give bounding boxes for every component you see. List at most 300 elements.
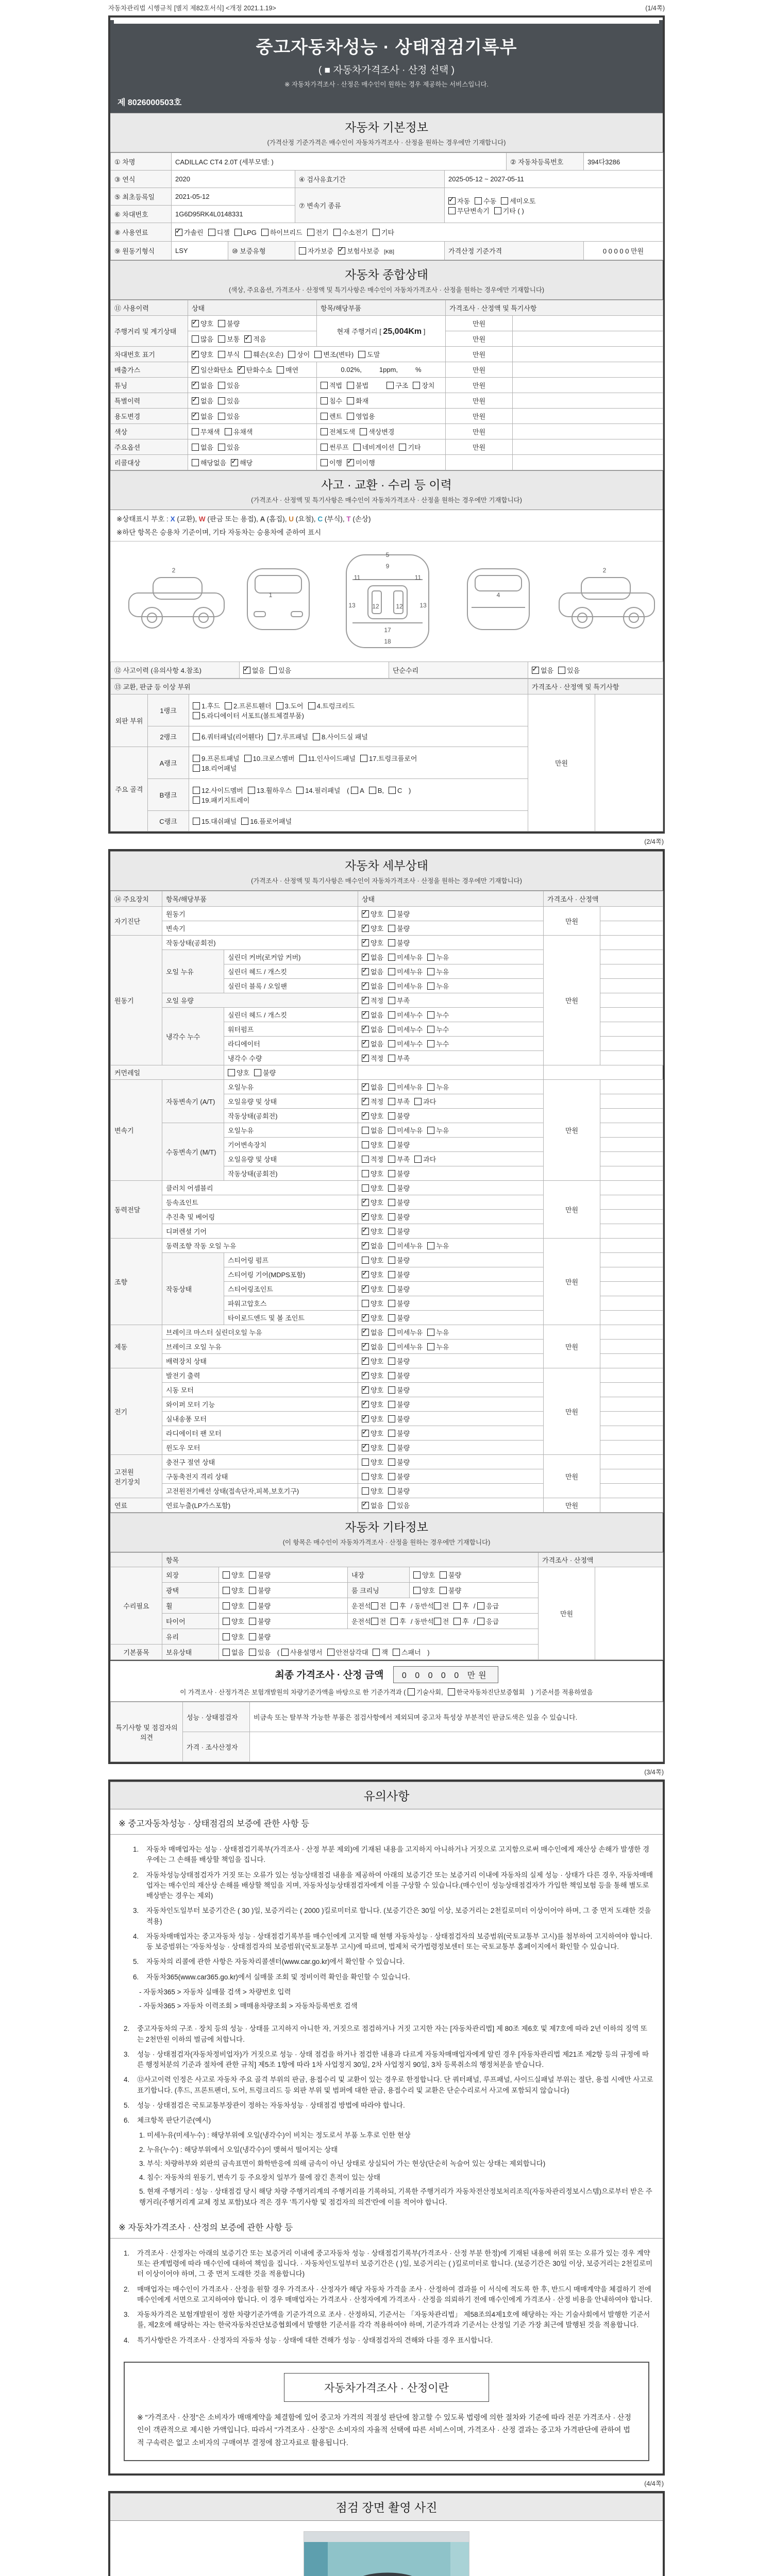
checkbox-훼손(오손)[interactable] [244, 349, 283, 359]
checkbox-box[interactable] [371, 1602, 378, 1609]
checkbox-불량[interactable] [440, 1585, 461, 1595]
checkbox-box[interactable] [254, 1069, 261, 1076]
checkbox-box[interactable] [223, 1649, 230, 1656]
checkbox-불량[interactable] [388, 1457, 410, 1467]
checkbox-box[interactable] [175, 229, 182, 236]
checkbox-box[interactable] [369, 787, 376, 794]
checkbox-양호[interactable] [362, 1298, 383, 1308]
checkbox-과다[interactable] [414, 1096, 436, 1106]
checkbox-box[interactable] [388, 1213, 395, 1221]
checkbox-탄화수소[interactable] [238, 365, 272, 375]
checkbox-적정[interactable] [362, 1154, 383, 1164]
checkbox-box[interactable] [391, 1602, 398, 1609]
checkbox-box[interactable] [277, 366, 284, 374]
checkbox-구조[interactable] [386, 380, 408, 390]
checkbox-무단변속기[interactable] [448, 206, 490, 215]
checkbox-가솔린[interactable] [175, 227, 204, 237]
checkbox-세미오토[interactable] [501, 196, 535, 206]
checkbox-box[interactable] [362, 1055, 369, 1062]
checkbox-양호[interactable] [362, 1486, 383, 1496]
checkbox-box[interactable] [388, 910, 395, 918]
checkbox-색상변경[interactable] [360, 427, 394, 436]
checkbox-box[interactable] [192, 335, 199, 343]
checkbox-box[interactable] [413, 382, 420, 389]
checkbox-box[interactable] [223, 1587, 230, 1594]
checkbox-box[interactable] [192, 397, 199, 404]
checkbox-box[interactable] [388, 1242, 395, 1249]
checkbox-box[interactable] [408, 1688, 415, 1696]
checkbox-box[interactable] [193, 733, 200, 740]
checkbox-불량[interactable] [388, 909, 410, 919]
checkbox-있음[interactable] [558, 665, 580, 675]
checkbox-box[interactable] [388, 1055, 395, 1062]
checkbox-box[interactable] [389, 787, 396, 794]
checkbox-없음[interactable] [192, 396, 213, 405]
checkbox-양호[interactable] [362, 1197, 383, 1207]
checkbox-B,[interactable] [369, 787, 384, 794]
checkbox-양호[interactable] [223, 1616, 244, 1626]
checkbox-box[interactable] [388, 1112, 395, 1120]
checkbox-양호[interactable] [223, 1632, 244, 1641]
checkbox-없음[interactable] [362, 1125, 383, 1135]
checkbox-box[interactable] [192, 366, 199, 374]
checkbox-box[interactable] [362, 1329, 369, 1336]
checkbox-과다[interactable] [414, 1154, 436, 1164]
checkbox-장치[interactable] [413, 380, 434, 390]
checkbox-양호[interactable] [413, 1570, 435, 1580]
checkbox-양호[interactable] [362, 1356, 383, 1366]
checkbox-많음[interactable] [192, 334, 213, 344]
checkbox-box[interactable] [299, 247, 306, 255]
checkbox-box[interactable] [371, 1618, 378, 1625]
checkbox-box[interactable] [388, 1300, 395, 1307]
checkbox-box[interactable] [362, 939, 369, 946]
checkbox-box[interactable] [362, 1156, 369, 1163]
checkbox-미세누유[interactable] [388, 981, 423, 991]
checkbox-box[interactable] [347, 382, 354, 389]
checkbox-렌트[interactable] [321, 411, 342, 421]
checkbox-양호[interactable] [362, 1428, 383, 1438]
checkbox-box[interactable] [391, 1618, 398, 1625]
checkbox-box[interactable] [388, 1199, 395, 1206]
checkbox-box[interactable] [373, 229, 380, 236]
checkbox-9.프론트패널[interactable] [193, 753, 240, 763]
checkbox-양호[interactable] [223, 1570, 244, 1580]
checkbox-누유[interactable] [427, 981, 449, 991]
checkbox-적음[interactable] [244, 334, 266, 344]
checkbox-box[interactable] [347, 459, 354, 466]
checkbox-box[interactable] [440, 1587, 447, 1594]
checkbox-technical-society[interactable] [408, 1687, 443, 1697]
checkbox-box[interactable] [261, 229, 268, 236]
checkbox-box[interactable] [475, 197, 482, 205]
checkbox-후[interactable] [391, 1616, 406, 1626]
checkbox-box[interactable] [388, 1127, 395, 1134]
checkbox-box[interactable] [228, 1069, 235, 1076]
checkbox-부식[interactable] [218, 349, 240, 359]
checkbox-불량[interactable] [388, 923, 410, 933]
checkbox-변조(변타)[interactable] [314, 349, 354, 359]
checkbox-box[interactable] [313, 733, 320, 740]
checkbox-box[interactable] [218, 413, 225, 420]
checkbox-box[interactable] [270, 667, 277, 674]
checkbox-box[interactable] [362, 1358, 369, 1365]
checkbox-box[interactable] [362, 1257, 369, 1264]
checkbox-box[interactable] [249, 1587, 256, 1594]
checkbox-미이행[interactable] [347, 457, 375, 467]
checkbox-box[interactable] [393, 1649, 400, 1656]
checkbox-box[interactable] [388, 1459, 395, 1466]
checkbox-적정[interactable] [362, 1053, 383, 1063]
checkbox-양호[interactable] [362, 1255, 383, 1265]
checkbox-box[interactable] [362, 1386, 369, 1394]
checkbox-불량[interactable] [388, 1183, 410, 1193]
checkbox-box[interactable] [388, 1257, 395, 1264]
checkbox-6.쿼터패널(리어휀다)[interactable] [193, 732, 263, 741]
checkbox-box[interactable] [362, 1141, 369, 1148]
checkbox-box[interactable] [193, 702, 200, 709]
checkbox-box[interactable] [193, 796, 200, 804]
checkbox-양호[interactable] [362, 909, 383, 919]
checkbox-부족[interactable] [388, 1096, 410, 1106]
checkbox-box[interactable] [388, 939, 395, 946]
checkbox-box[interactable] [362, 1011, 369, 1019]
checkbox-box[interactable] [373, 1649, 380, 1656]
checkbox-box[interactable] [388, 954, 395, 961]
checkbox-있음[interactable] [218, 442, 240, 452]
checkbox-불량[interactable] [388, 1370, 410, 1380]
checkbox-box[interactable] [225, 428, 232, 435]
checkbox-box[interactable] [354, 444, 361, 451]
checkbox-box[interactable] [388, 1444, 395, 1451]
checkbox-box[interactable] [362, 1300, 369, 1307]
checkbox-불량[interactable] [388, 1284, 410, 1294]
checkbox-누유[interactable] [427, 1241, 449, 1250]
checkbox-box[interactable] [388, 1415, 395, 1422]
checkbox-보험사보증[interactable] [338, 246, 379, 256]
checkbox-없음[interactable] [192, 442, 213, 452]
checkbox-box[interactable] [453, 1602, 461, 1609]
checkbox-없음[interactable] [362, 1039, 383, 1048]
checkbox-box[interactable] [362, 1487, 369, 1495]
checkbox-box[interactable] [388, 1386, 395, 1394]
checkbox-없음[interactable] [362, 1500, 383, 1510]
checkbox-box[interactable] [238, 366, 245, 374]
checkbox-box[interactable] [362, 1184, 369, 1192]
checkbox-box[interactable] [388, 1372, 395, 1379]
checkbox-부족[interactable] [388, 1154, 410, 1164]
checkbox-box[interactable] [192, 428, 199, 435]
checkbox-양호[interactable] [362, 1140, 383, 1149]
checkbox-box[interactable] [427, 982, 434, 990]
checkbox-양호[interactable] [223, 1601, 244, 1611]
checkbox-보통[interactable] [218, 334, 240, 344]
checkbox-불량[interactable] [388, 1428, 410, 1438]
checkbox-box[interactable] [362, 1228, 369, 1235]
checkbox-box[interactable] [362, 1401, 369, 1408]
checkbox-box[interactable] [338, 247, 345, 255]
checkbox-응급[interactable] [477, 1601, 499, 1611]
checkbox-네비게이션[interactable] [354, 442, 395, 452]
checkbox-미세누유[interactable] [388, 1082, 423, 1092]
checkbox-없음[interactable] [532, 665, 553, 675]
checkbox-box[interactable] [434, 1602, 441, 1609]
checkbox-box[interactable] [427, 1242, 434, 1249]
checkbox-불량[interactable] [388, 1111, 410, 1121]
checkbox-없음[interactable] [362, 1024, 383, 1034]
checkbox-box[interactable] [193, 755, 200, 762]
checkbox-box[interactable] [362, 1271, 369, 1278]
checkbox-box[interactable] [427, 1040, 434, 1047]
checkbox-box[interactable] [477, 1618, 484, 1625]
checkbox-적정[interactable] [362, 995, 383, 1005]
checkbox-1.후드[interactable] [193, 701, 220, 710]
checkbox-box[interactable] [413, 1571, 421, 1579]
checkbox-box[interactable] [414, 1098, 422, 1105]
checkbox-box[interactable] [388, 1358, 395, 1365]
checkbox-box[interactable] [388, 1026, 395, 1033]
checkbox-없음[interactable] [362, 952, 383, 962]
checkbox-box[interactable] [388, 1314, 395, 1321]
checkbox-box[interactable] [453, 1618, 461, 1625]
checkbox-불량[interactable] [440, 1570, 461, 1580]
checkbox-box[interactable] [362, 1083, 369, 1091]
checkbox-box[interactable] [296, 787, 304, 794]
checkbox-box[interactable] [388, 1011, 395, 1019]
checkbox-box[interactable] [414, 1156, 422, 1163]
checkbox-box[interactable] [388, 1228, 395, 1235]
checkbox-13.휠하우스[interactable] [248, 785, 292, 795]
checkbox-없음[interactable] [243, 665, 265, 675]
checkbox-미세누유[interactable] [388, 1342, 423, 1351]
checkbox-기타[interactable] [373, 227, 394, 237]
checkbox-누유[interactable] [427, 967, 449, 976]
checkbox-양호[interactable] [362, 1414, 383, 1423]
checkbox-안전삼각대[interactable] [327, 1647, 368, 1657]
checkbox-잭[interactable] [373, 1647, 388, 1657]
checkbox-box[interactable] [388, 968, 395, 975]
checkbox-box[interactable] [243, 667, 250, 674]
checkbox-box[interactable] [223, 1571, 230, 1579]
checkbox-box[interactable] [218, 382, 225, 389]
checkbox-없음[interactable] [362, 1010, 383, 1020]
checkbox-양호[interactable] [362, 1457, 383, 1467]
checkbox-box[interactable] [501, 197, 508, 205]
checkbox-box[interactable] [321, 413, 328, 420]
checkbox-box[interactable] [218, 444, 225, 451]
checkbox-box[interactable] [388, 1098, 395, 1105]
checkbox-매연[interactable] [277, 365, 298, 375]
checkbox-불량[interactable] [388, 1414, 410, 1423]
checkbox-box[interactable] [308, 702, 315, 709]
checkbox-후[interactable] [391, 1601, 406, 1611]
checkbox-무채색[interactable] [192, 427, 220, 436]
checkbox-diagnosis-association[interactable] [448, 1687, 525, 1697]
checkbox-box[interactable] [362, 1415, 369, 1422]
checkbox-불량[interactable] [388, 1486, 410, 1496]
checkbox-양호[interactable] [413, 1585, 435, 1595]
checkbox-box[interactable] [388, 1083, 395, 1091]
checkbox-box[interactable] [362, 1170, 369, 1177]
checkbox-불량[interactable] [249, 1616, 271, 1626]
checkbox-양호[interactable] [362, 1399, 383, 1409]
checkbox-불량[interactable] [388, 1443, 410, 1452]
checkbox-5.라디에이터 서포트(볼트체결부품)[interactable] [193, 710, 304, 720]
checkbox-box[interactable] [388, 1430, 395, 1437]
checkbox-box[interactable] [427, 1011, 434, 1019]
checkbox-불량[interactable] [388, 1385, 410, 1395]
checkbox-부족[interactable] [388, 1053, 410, 1063]
checkbox-수동[interactable] [475, 196, 496, 206]
checkbox-양호[interactable] [362, 1111, 383, 1121]
checkbox-없음[interactable] [192, 411, 213, 421]
checkbox-있음[interactable] [218, 411, 240, 421]
checkbox-box[interactable] [362, 1314, 369, 1321]
checkbox-box[interactable] [347, 413, 354, 420]
checkbox-양호[interactable] [362, 1183, 383, 1193]
checkbox-18.리어패널[interactable] [193, 763, 237, 773]
checkbox-기타 ( )[interactable] [494, 206, 524, 215]
checkbox-불량[interactable] [388, 1356, 410, 1366]
checkbox-전[interactable] [371, 1601, 386, 1611]
checkbox-box[interactable] [307, 229, 314, 236]
checkbox-19.패키지트레이[interactable] [193, 795, 249, 805]
checkbox-box[interactable] [362, 1343, 369, 1350]
checkbox-box[interactable] [249, 1571, 256, 1579]
checkbox-box[interactable] [448, 207, 456, 214]
checkbox-누수[interactable] [427, 1024, 449, 1034]
checkbox-box[interactable] [321, 382, 328, 389]
checkbox-화재[interactable] [347, 396, 368, 405]
checkbox-box[interactable] [299, 755, 307, 762]
checkbox-수소전기[interactable] [333, 227, 368, 237]
checkbox-box[interactable] [532, 667, 539, 674]
checkbox-box[interactable] [399, 444, 406, 451]
checkbox-box[interactable] [192, 351, 199, 358]
checkbox-유채색[interactable] [225, 427, 253, 436]
checkbox-3.도어[interactable] [276, 701, 304, 710]
checkbox-box[interactable] [249, 1602, 256, 1609]
checkbox-있음[interactable] [218, 380, 240, 390]
checkbox-디젤[interactable] [208, 227, 230, 237]
checkbox-box[interactable] [192, 382, 199, 389]
checkbox-불량[interactable] [249, 1570, 271, 1580]
checkbox-누유[interactable] [427, 1125, 449, 1135]
checkbox-없음[interactable] [362, 1342, 383, 1351]
checkbox-미세누수[interactable] [388, 1010, 423, 1020]
checkbox-box[interactable] [434, 1618, 441, 1625]
checkbox-box[interactable] [288, 351, 295, 358]
checkbox-box[interactable] [362, 1127, 369, 1134]
checkbox-양호[interactable] [362, 938, 383, 947]
checkbox-C[interactable] [389, 787, 402, 794]
checkbox-불량[interactable] [388, 1255, 410, 1265]
checkbox-box[interactable] [388, 1285, 395, 1293]
checkbox-불량[interactable] [388, 1197, 410, 1207]
checkbox-box[interactable] [427, 968, 434, 975]
checkbox-불법[interactable] [347, 380, 368, 390]
checkbox-불량[interactable] [388, 938, 410, 947]
checkbox-불량[interactable] [388, 1226, 410, 1236]
checkbox-box[interactable] [427, 1343, 434, 1350]
checkbox-누유[interactable] [427, 952, 449, 962]
checkbox-전[interactable] [434, 1601, 449, 1611]
checkbox-box[interactable] [440, 1571, 447, 1579]
checkbox-box[interactable] [249, 1618, 256, 1625]
checkbox-box[interactable] [268, 733, 275, 740]
checkbox-10.크로스멤버[interactable] [244, 753, 295, 763]
checkbox-box[interactable] [218, 335, 225, 343]
checkbox-전체도색[interactable] [321, 427, 355, 436]
checkbox-box[interactable] [362, 1444, 369, 1451]
checkbox-양호[interactable] [362, 1168, 383, 1178]
checkbox-box[interactable] [362, 925, 369, 932]
checkbox-box[interactable] [192, 413, 199, 420]
checkbox-box[interactable] [427, 1083, 434, 1091]
checkbox-box[interactable] [427, 1127, 434, 1134]
checkbox-box[interactable] [276, 702, 283, 709]
checkbox-불량[interactable] [218, 318, 240, 328]
checkbox-불량[interactable] [388, 1212, 410, 1222]
checkbox-box[interactable] [218, 397, 225, 404]
checkbox-해당없음[interactable] [192, 457, 226, 467]
checkbox-box[interactable] [192, 444, 199, 451]
checkbox-box[interactable] [558, 667, 565, 674]
checkbox-양호[interactable] [192, 318, 213, 328]
checkbox-box[interactable] [388, 1271, 395, 1278]
checkbox-box[interactable] [193, 765, 200, 772]
checkbox-box[interactable] [388, 997, 395, 1004]
checkbox-A[interactable] [351, 787, 364, 794]
checkbox-box[interactable] [231, 459, 238, 466]
checkbox-양호[interactable] [223, 1585, 244, 1595]
checkbox-양호[interactable] [362, 1269, 383, 1279]
checkbox-불량[interactable] [388, 1313, 410, 1323]
checkbox-없음[interactable] [192, 380, 213, 390]
checkbox-2.프론트휀더[interactable] [225, 701, 272, 710]
checkbox-없음[interactable] [362, 1082, 383, 1092]
checkbox-box[interactable] [386, 382, 394, 389]
checkbox-box[interactable] [249, 1633, 256, 1640]
checkbox-box[interactable] [223, 1602, 230, 1609]
checkbox-box[interactable] [244, 755, 251, 762]
checkbox-box[interactable] [494, 207, 501, 214]
checkbox-box[interactable] [362, 1459, 369, 1466]
checkbox-누수[interactable] [427, 1010, 449, 1020]
checkbox-8.사이드실 패널[interactable] [313, 732, 368, 741]
checkbox-box[interactable] [333, 229, 341, 236]
checkbox-11.인사이드패널[interactable] [299, 753, 356, 763]
checkbox-box[interactable] [223, 1618, 230, 1625]
checkbox-box[interactable] [388, 925, 395, 932]
checkbox-box[interactable] [427, 1026, 434, 1033]
checkbox-box[interactable] [477, 1602, 484, 1609]
checkbox-양호[interactable] [362, 1226, 383, 1236]
checkbox-box[interactable] [321, 444, 328, 451]
checkbox-box[interactable] [218, 351, 225, 358]
checkbox-box[interactable] [362, 1199, 369, 1206]
checkbox-box[interactable] [362, 1026, 369, 1033]
checkbox-box[interactable] [362, 1242, 369, 1249]
checkbox-box[interactable] [388, 1329, 395, 1336]
checkbox-양호[interactable] [228, 1067, 249, 1077]
checkbox-적법[interactable] [321, 380, 342, 390]
checkbox-일산화탄소[interactable] [192, 365, 233, 375]
checkbox-box[interactable] [351, 787, 358, 794]
checkbox-전[interactable] [434, 1616, 449, 1626]
checkbox-양호[interactable] [192, 349, 213, 359]
checkbox-box[interactable] [192, 320, 199, 327]
